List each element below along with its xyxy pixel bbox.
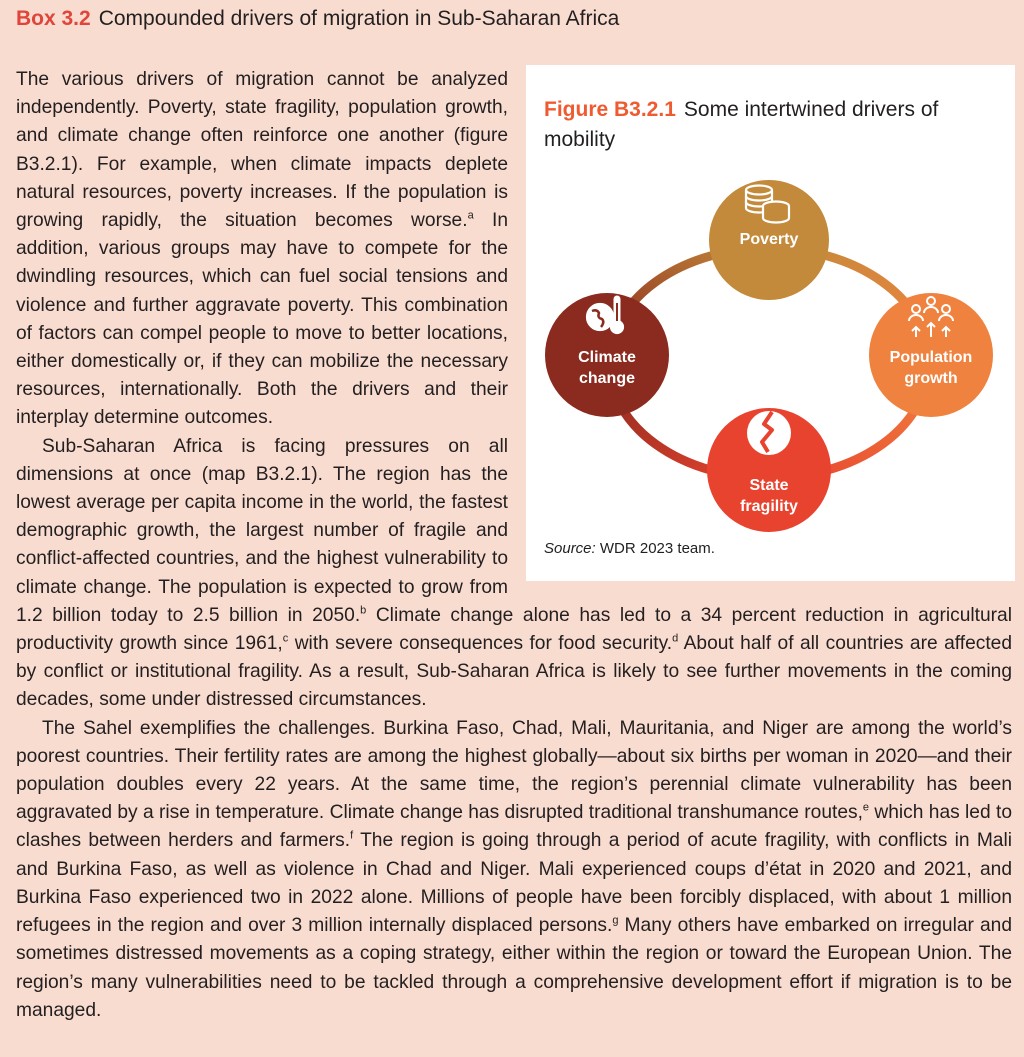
node-population-label-2: growth [904, 370, 958, 387]
node-poverty [709, 180, 829, 300]
paragraph-1: The various drivers of migration cannot be analyzed independently. Poverty, state fragility, population growth, and climate change often reinforce one another (figure B3.2.1). For example, when climate impacts deplete natural resources, poverty increases. If the population is growing rapidly, the situation becomes worse.$^a$ In addition, various groups may have to compete for the dwindling resources, which can fuel social tensions and violence and further aggravate poverty. This combination of factors can compel people to move to better locations, either domestically or, if they can mobilize the necessary resources, internationally. Both the drivers and their interplay determine outcomes. [16, 69, 508, 429]
figure-box [526, 65, 1015, 581]
footnote-e: e [862, 801, 870, 814]
paragraph-2: Sub-Saharan Africa is facing pressures on all dimensions at once (map B3.2.1). The region has the lowest average per capita income in the world, the fastest demographic growth, the largest number of fragile and conflict-affected countries, and the highest vulnerability to climate change. The population is expected to grow from 1.2 billion today to 2.5 billion in 2050.$^b$ Climate change alone has led to a 34 percent reduction in agricultural productivity growth since 1961,$^c$ with severe consequences for food security.$^d$ About half of all countries are affected by conflict or institutional fragility. As a result, Sub-Saharan Africa is likely to see further movements in the coming decades, some under distressed circumstances. [16, 435, 1013, 711]
node-climate-label-1: Climate [578, 349, 636, 366]
body-text [16, 66, 1012, 1025]
node-fragility-label-1: State [749, 477, 789, 494]
node-population-growth [869, 293, 993, 417]
footnote-c: c [282, 632, 289, 645]
source-label: Source: [544, 540, 596, 557]
footnote-b: b [360, 604, 367, 617]
source-text: WDR 2023 team. [599, 540, 715, 557]
figure-caption: Some intertwined drivers of mobility [544, 98, 939, 151]
box-label: Box 3.2 [16, 7, 91, 30]
footnote-d: d [672, 632, 679, 645]
figure-source [544, 535, 715, 563]
node-state-fragility [707, 408, 831, 532]
node-climate-change [545, 293, 669, 417]
box-header [16, 4, 1016, 34]
node-fragility-label-2: fragility [740, 498, 798, 515]
box-title: Compounded drivers of migration in Sub-Saharan Africa [98, 7, 620, 30]
footnote-a: a [467, 209, 474, 222]
node-climate-label-2: change [578, 370, 636, 387]
paragraph-3: The Sahel exemplifies the challenges. Burkina Faso, Chad, Mali, Mauritania, and Niger are among the world’s poorest countries. Their fertility rates are among the highest globally—about six births per woman in 2020—and their population doubles every 22 years. At the same time, the region’s perennial climate vulnerability has been aggravated by a rise in temperature. Climate change has disrupted traditional transhumance routes,$^e$ which has led to clashes between herders and farmers.$^f$ The region is going through a period of acute fragility, with conflicts in Mali and Burkina Faso, as well as violence in Chad and Niger. Mali experienced coups d’état in 2020 and 2021, and Burkina Faso experienced two in 2022 alone. Millions of people have been forcibly displaced, with about 1 million refugees in the region and over 3 million internally displaced persons.$^g$ Many others have embarked on irregular and sometimes distressed movements as a coping strategy, either within the region or toward the European Union. The region’s many vulnerabilities need to be tackled through a comprehensive development effort if migration is to be managed. [16, 717, 1013, 1021]
footnote-f: f [350, 830, 354, 843]
node-population-label-1: Population [889, 349, 973, 366]
figure-label: Figure B3.2.1 [544, 98, 676, 121]
footnote-g: g [612, 914, 619, 927]
node-poverty-label: Poverty [739, 231, 799, 248]
broken-shield-icon [747, 411, 791, 455]
drivers-diagram [526, 65, 1015, 581]
